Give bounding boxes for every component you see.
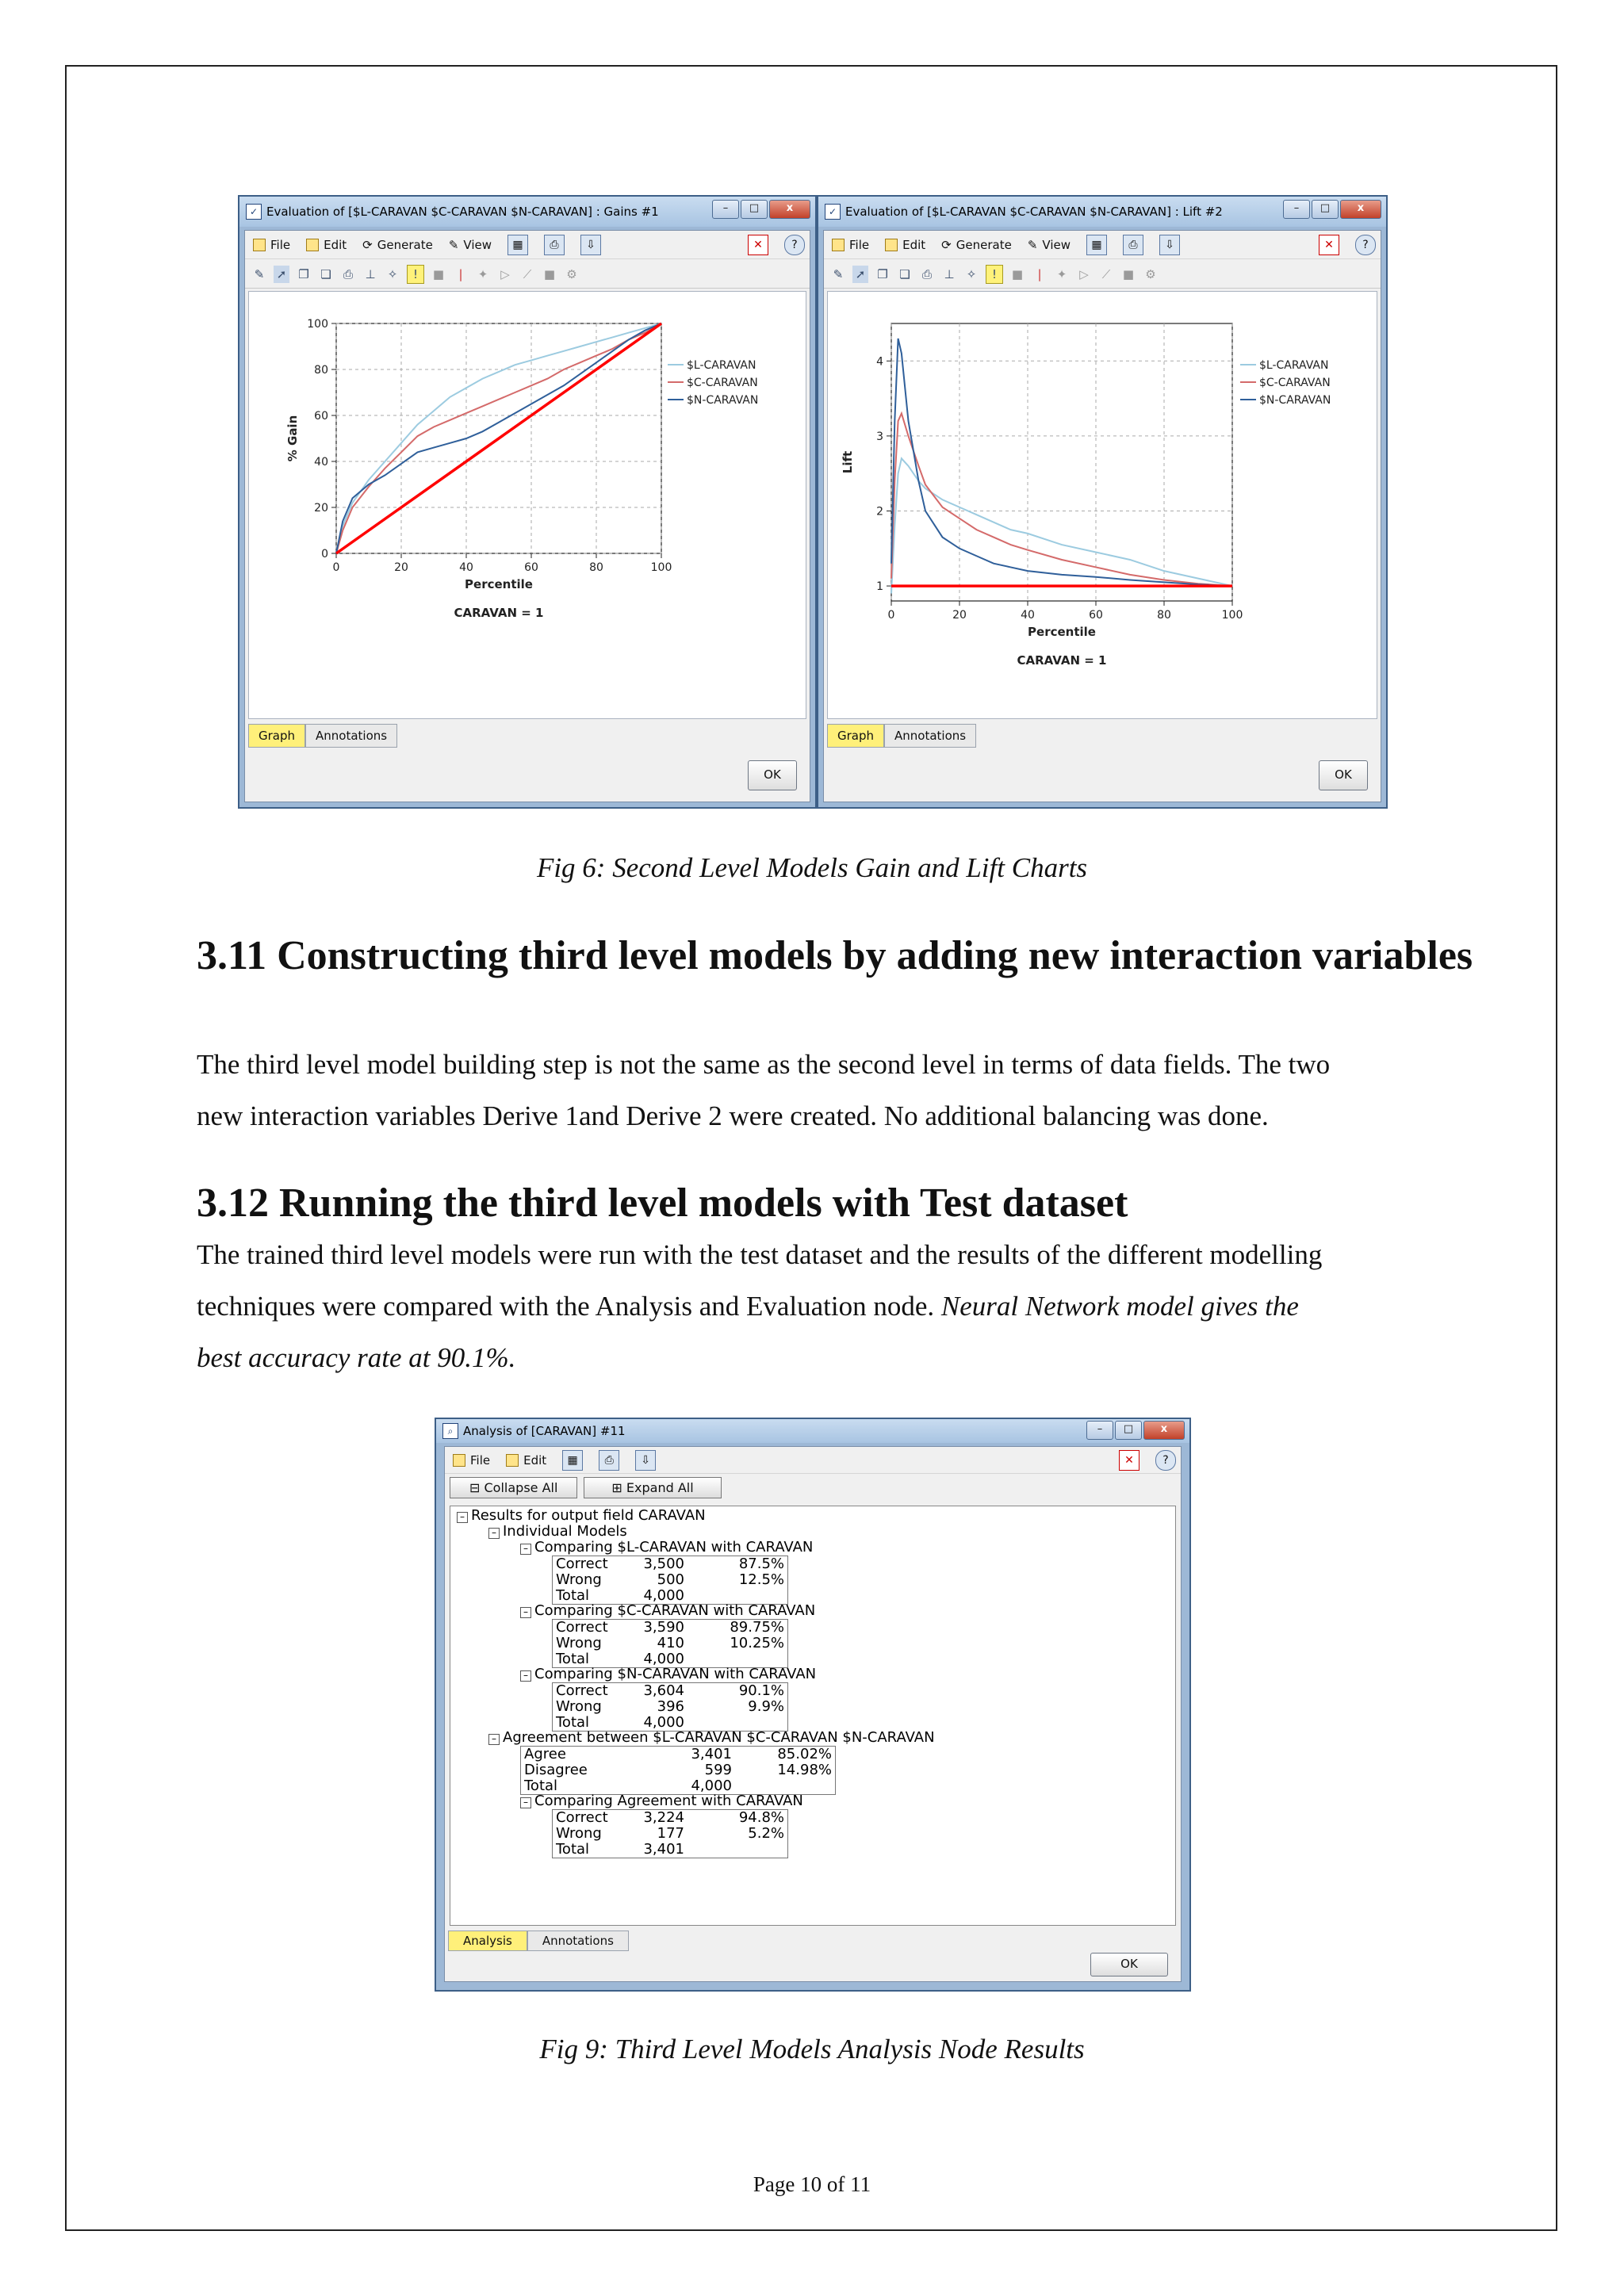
table-cell: 410	[657, 1635, 684, 1651]
ok-button[interactable]: OK	[1090, 1953, 1168, 1976]
line-tool-icon[interactable]: ⟋	[523, 266, 532, 281]
tree-root[interactable]: – Results for output field CARAVAN	[457, 1508, 706, 1524]
gear-tool-icon[interactable]: ⚙	[1145, 266, 1156, 281]
y-tick-label: 3	[876, 430, 883, 443]
table-cell: Disagree	[524, 1762, 588, 1778]
expand-icon: ⊞	[611, 1480, 626, 1495]
table-cell: Total	[556, 1841, 590, 1858]
table-cell: Total	[556, 1714, 590, 1731]
x-tick-label: 60	[524, 561, 538, 574]
table-cell: 9.9%	[748, 1698, 784, 1715]
collapse-node-icon[interactable]: –	[488, 1528, 500, 1539]
table-cell: 3,224	[643, 1809, 684, 1826]
table-cell: 10.25%	[730, 1635, 784, 1651]
collapse-icon: ⊟	[469, 1480, 485, 1495]
close-button[interactable]: x	[769, 200, 810, 219]
chart-footer-label: CARAVAN = 1	[454, 606, 544, 620]
edit-icon	[306, 239, 319, 251]
print-tool-icon[interactable]: ⎙	[921, 266, 932, 281]
stop-tool-icon[interactable]: ■	[432, 266, 445, 281]
lift-chart	[828, 292, 1380, 720]
close-output-icon[interactable]: ✕	[748, 235, 768, 255]
chart-icon-button[interactable]: ▦	[1086, 235, 1107, 255]
export-icon-button[interactable]: ⇩	[635, 1450, 656, 1471]
x-tick-label: 40	[459, 561, 473, 574]
table-cell: 396	[657, 1698, 684, 1715]
table-cell: Correct	[556, 1556, 608, 1572]
ok-button[interactable]: OK	[1319, 760, 1368, 790]
file-icon	[832, 239, 845, 251]
table-cell: 14.98%	[777, 1762, 832, 1778]
x-tick-label: 100	[650, 561, 672, 574]
table-cell: 94.8%	[738, 1809, 784, 1826]
menu-edit[interactable]: Edit	[885, 238, 925, 252]
results-table-agreement-comparison	[552, 1809, 788, 1858]
close-output-icon[interactable]: ✕	[1319, 235, 1339, 255]
export-icon-button[interactable]: ⇩	[580, 235, 601, 255]
axis-tool-icon[interactable]: ⊥	[944, 266, 955, 281]
analysis-window-titlebar[interactable]	[436, 1419, 1189, 1443]
tab-graph[interactable]: Graph	[827, 724, 884, 748]
lift-window	[817, 195, 1388, 809]
tab-annotations[interactable]: Annotations	[527, 1931, 629, 1951]
gains-plot-area	[248, 291, 806, 719]
magic-tool-icon[interactable]: ✧	[387, 266, 398, 281]
table-cell: 87.5%	[738, 1556, 784, 1572]
print-icon-button[interactable]: ⎙	[1123, 235, 1143, 255]
legend-label: $L-CARAVAN	[1259, 359, 1329, 372]
play-tool-icon[interactable]: ▷	[1079, 266, 1089, 281]
wand-tool-icon[interactable]: ✦	[1056, 266, 1067, 281]
x-tick-label: 80	[589, 561, 603, 574]
play-tool-icon[interactable]: ▷	[500, 266, 510, 281]
menu-view[interactable]: ✎ View	[448, 237, 492, 252]
table-cell: 599	[704, 1762, 732, 1778]
table-cell: Correct	[556, 1619, 608, 1636]
tab-analysis[interactable]: Analysis	[448, 1931, 527, 1951]
collapse-node-icon[interactable]: –	[488, 1734, 500, 1745]
section-312-heading: 3.12 Running the third level models with Test dataset	[197, 1181, 1128, 1226]
table-cell: 12.5%	[738, 1571, 784, 1588]
square-tool-icon[interactable]: ■	[543, 266, 556, 281]
collapse-node-icon[interactable]: –	[520, 1544, 531, 1555]
table-cell: Agree	[524, 1746, 566, 1762]
results-table-c	[552, 1619, 788, 1668]
lift-window-title: Evaluation of [$L-CARAVAN $C-CARAVAN $N-CARAVAN] : Lift #2	[845, 205, 1223, 219]
table-cell: 3,604	[643, 1682, 684, 1699]
y-tick-label: 4	[876, 355, 883, 369]
section-312-line-2-emphasis: Neural Network model gives the	[940, 1291, 1299, 1322]
table-cell: 4,000	[643, 1587, 684, 1604]
y-tick-label: 100	[307, 318, 328, 331]
line-tool-icon[interactable]: ⟋	[1101, 266, 1111, 281]
table-cell: 3,401	[643, 1841, 684, 1858]
file-icon	[253, 239, 266, 251]
menu-file[interactable]: File	[453, 1453, 490, 1468]
page-footer: Page 10 of 11	[753, 2172, 871, 2196]
chart-icon-button[interactable]: ▦	[508, 235, 528, 255]
menu-file[interactable]: File	[832, 238, 869, 252]
view-icon: ✎	[448, 237, 459, 252]
table-cell: 4,000	[643, 1714, 684, 1731]
tree-individual-models[interactable]: – Individual Models	[488, 1524, 627, 1540]
file-icon	[453, 1454, 465, 1467]
legend-label: $L-CARAVAN	[687, 359, 756, 372]
minimize-button[interactable]: –	[712, 200, 739, 219]
table-cell: 85.02%	[777, 1746, 832, 1762]
gains-chart	[249, 292, 809, 720]
menu-generate[interactable]: ⟳ Generate	[941, 237, 1012, 252]
chart-icon-button[interactable]: ▦	[562, 1450, 583, 1471]
gains-window-title: Evaluation of [$L-CARAVAN $C-CARAVAN $N-CARAVAN] : Gains #1	[266, 205, 659, 219]
export-icon-button[interactable]: ⇩	[1159, 235, 1180, 255]
copy-tool-icon[interactable]: ❐	[298, 266, 309, 281]
bar-tool-icon[interactable]: |	[1037, 266, 1042, 281]
legend-label: $N-CARAVAN	[1259, 394, 1331, 407]
results-table-n	[552, 1682, 788, 1732]
x-tick-label: 40	[1021, 609, 1035, 622]
section-312-line-2	[197, 1280, 1505, 1332]
collapse-node-icon[interactable]: –	[520, 1797, 531, 1808]
section-312-line-2-plain: techniques were compared with the Analysis and Evaluation node.	[197, 1291, 941, 1322]
gains-window-body	[244, 230, 810, 802]
section-311-line-1: The third level model building step is not the same as the second level in terms of data fields. The two	[197, 1049, 1331, 1080]
analysis-tree-panel[interactable]	[450, 1506, 1176, 1926]
tab-annotations[interactable]: Annotations	[884, 724, 976, 748]
table-cell: Wrong	[556, 1825, 602, 1842]
results-table-l	[552, 1556, 788, 1605]
table-cell: 90.1%	[738, 1682, 784, 1699]
section-312-line-3	[197, 1332, 1505, 1383]
tree-comparison-l[interactable]: – Comparing $L-CARAVAN with CARAVAN	[520, 1540, 813, 1556]
help-icon[interactable]: ?	[1355, 235, 1376, 255]
close-button[interactable]: x	[1340, 200, 1381, 219]
print-tool-icon[interactable]: ⎙	[343, 266, 353, 281]
y-tick-label: 0	[321, 548, 328, 561]
evaluation-app-icon: ✓	[246, 204, 262, 220]
menu-generate[interactable]: ⟳ Generate	[362, 237, 433, 252]
info-tool-icon[interactable]: !	[986, 265, 1003, 284]
y-tick-label: 40	[314, 456, 328, 469]
x-tick-label: 100	[1221, 609, 1243, 622]
copy-data-tool-icon[interactable]: ❏	[899, 266, 910, 281]
minimize-button[interactable]: –	[1086, 1421, 1113, 1440]
maximize-button[interactable]: □	[1312, 200, 1339, 219]
evaluation-app-icon: ✓	[825, 204, 841, 220]
table-cell: 5.2%	[748, 1825, 784, 1842]
table-cell: 3,590	[643, 1619, 684, 1636]
lift-plot-area	[827, 291, 1377, 719]
collapse-node-icon[interactable]: –	[457, 1512, 468, 1523]
pointer-tool-icon[interactable]: ➚	[852, 266, 868, 283]
collapse-all-button[interactable]: ⊟ Collapse All	[450, 1477, 577, 1498]
table-cell: 89.75%	[730, 1619, 784, 1636]
y-axis-label: Lift	[841, 450, 855, 474]
maximize-button[interactable]: □	[741, 200, 768, 219]
results-table-agreement	[520, 1746, 836, 1795]
copy-tool-icon[interactable]: ❐	[877, 266, 888, 281]
legend-label: $N-CARAVAN	[687, 394, 759, 407]
generate-icon: ⟳	[941, 237, 952, 252]
x-tick-label: 80	[1157, 609, 1171, 622]
x-axis-label: Percentile	[1028, 625, 1096, 639]
info-tool-icon[interactable]: !	[407, 265, 424, 284]
x-tick-label: 60	[1089, 609, 1103, 622]
table-cell: Total	[524, 1777, 558, 1794]
wand-tool-icon[interactable]: ✦	[477, 266, 488, 281]
magnifier-app-icon: ⌕	[442, 1423, 458, 1439]
gains-window	[238, 195, 817, 809]
tree-agreement-comparison[interactable]: – Comparing Agreement with CARAVAN	[520, 1793, 803, 1809]
fig6-caption: Fig 6: Second Level Models Gain and Lift Charts	[536, 852, 1088, 883]
table-cell: 3,401	[691, 1746, 732, 1762]
brush-tool-icon[interactable]: ✎	[833, 266, 844, 281]
table-cell: 3,500	[643, 1556, 684, 1572]
tree-comparison-c[interactable]: – Comparing $C-CARAVAN with CARAVAN	[520, 1603, 815, 1619]
copy-data-tool-icon[interactable]: ❏	[320, 266, 331, 281]
brush-tool-icon[interactable]: ✎	[254, 266, 265, 281]
table-cell: Wrong	[556, 1571, 602, 1588]
x-tick-label: 0	[887, 609, 895, 622]
menu-view[interactable]: ✎ View	[1027, 237, 1071, 252]
view-icon: ✎	[1027, 237, 1038, 252]
table-cell: Correct	[556, 1809, 608, 1826]
help-icon[interactable]: ?	[1155, 1450, 1176, 1471]
collapse-node-icon[interactable]: –	[520, 1670, 531, 1682]
y-tick-label: 2	[876, 505, 883, 519]
minimize-button[interactable]: –	[1283, 200, 1310, 219]
analysis-window-title: Analysis of [CARAVAN] #11	[463, 1424, 626, 1438]
table-cell: 500	[657, 1571, 684, 1588]
lift-window-body	[823, 230, 1381, 802]
section-311-heading: 3.11 Constructing third level models by adding new interaction variables	[197, 933, 1473, 978]
analysis-window	[435, 1418, 1191, 1992]
pointer-tool-icon[interactable]: ➚	[274, 266, 289, 283]
collapse-node-icon[interactable]: –	[520, 1607, 531, 1618]
chart-footer-label: CARAVAN = 1	[1017, 653, 1107, 668]
table-cell: Total	[556, 1651, 590, 1667]
bar-tool-icon[interactable]: |	[458, 266, 463, 281]
tree-agreement[interactable]: – Agreement between $L-CARAVAN $C-CARAVAN $N-CARAVAN	[488, 1730, 935, 1746]
ok-button[interactable]: OK	[748, 760, 797, 790]
x-tick-label: 20	[394, 561, 408, 574]
stop-tool-icon[interactable]: ■	[1011, 266, 1024, 281]
y-tick-label: 60	[314, 410, 328, 423]
tab-graph[interactable]: Graph	[248, 724, 305, 748]
square-tool-icon[interactable]: ■	[1122, 266, 1135, 281]
x-tick-label: 20	[952, 609, 967, 622]
expand-all-button[interactable]: ⊞ Expand All	[584, 1477, 721, 1498]
menu-edit[interactable]: Edit	[506, 1453, 546, 1468]
x-axis-label: Percentile	[465, 577, 533, 591]
menu-edit[interactable]: Edit	[306, 238, 347, 252]
menu-file[interactable]: File	[253, 238, 290, 252]
table-cell: 4,000	[643, 1651, 684, 1667]
y-axis-label: % Gain	[285, 415, 300, 462]
table-cell: Wrong	[556, 1635, 602, 1651]
close-button[interactable]: x	[1143, 1421, 1185, 1440]
section-312-line-3-emphasis: best accuracy rate at 90.1%.	[197, 1342, 516, 1373]
edit-icon	[885, 239, 898, 251]
help-icon[interactable]: ?	[784, 235, 805, 255]
section-312-line-1: The trained third level models were run with the test dataset and the results of the different modelling	[197, 1239, 1323, 1270]
maximize-button[interactable]: □	[1115, 1421, 1142, 1440]
close-output-icon[interactable]: ✕	[1119, 1450, 1139, 1471]
x-tick-label: 0	[332, 561, 340, 574]
magic-tool-icon[interactable]: ✧	[966, 266, 977, 281]
tab-annotations[interactable]: Annotations	[305, 724, 397, 748]
fig9-caption: Fig 9: Third Level Models Analysis Node Results	[539, 2034, 1085, 2064]
legend-label: $C-CARAVAN	[687, 377, 758, 389]
print-icon-button[interactable]: ⎙	[544, 235, 565, 255]
table-cell: 4,000	[691, 1777, 732, 1794]
print-icon-button[interactable]: ⎙	[599, 1450, 619, 1471]
table-cell: Correct	[556, 1682, 608, 1699]
section-311-line-2: new interaction variables Derive 1and Derive 2 were created. No additional balancing was done.	[197, 1100, 1269, 1131]
table-cell: Total	[556, 1587, 590, 1604]
edit-icon	[506, 1454, 519, 1467]
generate-icon: ⟳	[362, 237, 373, 252]
y-tick-label: 80	[314, 364, 328, 377]
table-cell: Wrong	[556, 1698, 602, 1715]
table-cell: 177	[657, 1825, 684, 1842]
analysis-window-body	[444, 1446, 1182, 1982]
tree-comparison-n[interactable]: – Comparing $N-CARAVAN with CARAVAN	[520, 1667, 816, 1682]
legend-label: $C-CARAVAN	[1259, 377, 1331, 389]
y-tick-label: 1	[876, 580, 883, 594]
y-tick-label: 20	[314, 502, 328, 515]
gear-tool-icon[interactable]: ⚙	[566, 266, 577, 281]
axis-tool-icon[interactable]: ⊥	[365, 266, 376, 281]
